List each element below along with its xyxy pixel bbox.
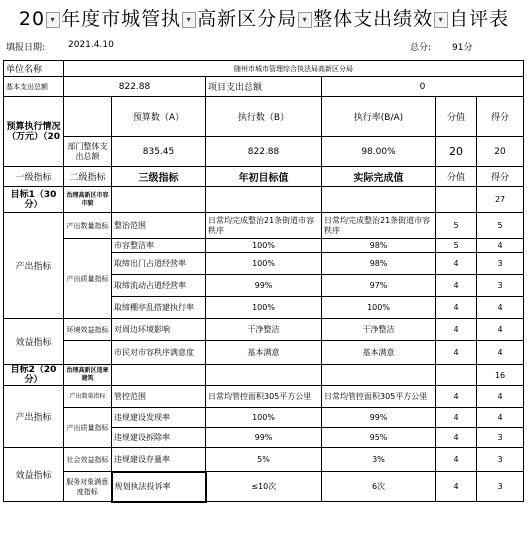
g1-qual-c3[interactable]: 市容整洁率	[112, 239, 206, 253]
g1-env-c4[interactable]: 干净整洁	[206, 319, 322, 341]
g1-qual-score[interactable]: 4	[436, 253, 477, 275]
g2-qual-got[interactable]: 3	[477, 428, 524, 448]
g1-qual-c3[interactable]: 取缔棚亭乱搭建执行率	[112, 297, 206, 319]
g2-soc-c5[interactable]: 3%	[322, 448, 436, 472]
g2-qual-c4[interactable]: 99%	[206, 428, 322, 448]
g2-qty-c5[interactable]: 日常均管控面积305平方公里	[322, 386, 436, 408]
date-label: 填报日期:	[6, 43, 46, 53]
g1-qual-c4[interactable]: 100%	[206, 239, 322, 253]
g2-soc-score[interactable]: 4	[436, 448, 477, 472]
dropdown-arrow-icon[interactable]: ▾	[298, 12, 312, 28]
g2-soc-label: 社会效益指标	[64, 448, 112, 472]
g1-qual-got[interactable]: 4	[477, 297, 524, 319]
goal1-desc: 治理高新区市容市貌	[64, 187, 112, 213]
g2-qual-c4[interactable]: 100%	[206, 408, 322, 428]
col-header-5: 实际完成值	[322, 167, 436, 187]
col-header-7: 得分	[477, 167, 524, 187]
dept-score[interactable]: 20	[436, 137, 477, 167]
g1-qual-got[interactable]: 4	[477, 239, 524, 253]
g1-qual-c3[interactable]: 取缔流动占道经营率	[112, 275, 206, 297]
g1-qual-c4[interactable]: 100%	[206, 253, 322, 275]
goal2-got[interactable]: 16	[477, 365, 524, 386]
g1-sat-got[interactable]: 4	[477, 341, 524, 365]
g2-soc-c3[interactable]: 违规建设存量率	[112, 448, 206, 472]
col-header-6: 分值	[436, 167, 477, 187]
g2-qty-label: 产出数量指标	[64, 386, 112, 408]
g1-output-label: 产出指标	[4, 213, 64, 319]
g1-qty-score[interactable]: 5	[436, 213, 477, 239]
evaluation-table	[3, 60, 524, 503]
g2-qty-got[interactable]: 4	[477, 386, 524, 408]
g2-svc-got[interactable]: 3	[477, 472, 524, 502]
g1-qual-c5[interactable]: 100%	[322, 297, 436, 319]
total-label: 总分:	[410, 43, 432, 53]
g2-qual-c5[interactable]: 95%	[322, 428, 436, 448]
report-date[interactable]: 2021.4.10	[68, 40, 114, 50]
g1-env-label: 环境效益指标	[64, 319, 112, 341]
g1-qty-label: 产出数量指标	[64, 213, 112, 239]
g1-qual-c5[interactable]: 98%	[322, 239, 436, 253]
header-exec: 执行数（B）	[206, 97, 322, 137]
g2-effect-label: 效益指标	[4, 448, 64, 502]
col-header-2: 二级指标	[64, 167, 112, 187]
dropdown-arrow-icon[interactable]: ▾	[182, 12, 196, 28]
header-budget: 预算数（A）	[112, 97, 206, 137]
g2-qty-score[interactable]: 4	[436, 386, 477, 408]
total-score[interactable]: 91分	[452, 43, 473, 53]
header-score: 分值	[436, 97, 477, 137]
col-header-4: 年初目标值	[206, 167, 322, 187]
g1-env-c5[interactable]: 干净整洁	[322, 319, 436, 341]
g2-svc-score[interactable]: 4	[436, 472, 477, 502]
g1-qty-c3[interactable]: 整治范围	[112, 213, 206, 239]
g2-qual-score[interactable]: 4	[436, 408, 477, 428]
dept-got[interactable]: 20	[477, 137, 524, 167]
g1-qual-score[interactable]: 4	[436, 297, 477, 319]
g2-qual-c3[interactable]: 违规建设发现率	[112, 408, 206, 428]
dropdown-arrow-icon[interactable]: ▾	[434, 12, 448, 28]
g1-qual-c3[interactable]: 取缔出门占道经营率	[112, 253, 206, 275]
col-header-3: 三级指标	[112, 167, 206, 187]
g2-output-label: 产出指标	[4, 386, 64, 448]
g2-qty-c4[interactable]: 日常均管控面积305平方公里	[206, 386, 322, 408]
g2-svc-c5[interactable]: 6次	[322, 472, 436, 502]
g1-qty-c4[interactable]: 日常均完成整治21条街道市容秩序	[206, 213, 322, 239]
dropdown-arrow-icon[interactable]: ▾	[46, 12, 60, 28]
proj-value[interactable]: 0	[322, 77, 524, 97]
g1-qual-score[interactable]: 4	[436, 275, 477, 297]
g2-qual-got[interactable]: 4	[477, 408, 524, 428]
g1-qual-c4[interactable]: 100%	[206, 297, 322, 319]
unit-name[interactable]: 随州市城市管理综合执法局高新区分局	[64, 61, 524, 77]
g1-env-got[interactable]: 4	[477, 319, 524, 341]
g1-qual-got[interactable]: 3	[477, 275, 524, 297]
g1-sat-c4[interactable]: 基本满意	[206, 341, 322, 365]
g2-qual-c5[interactable]: 99%	[322, 408, 436, 428]
g1-env-score[interactable]: 4	[436, 319, 477, 341]
g2-svc-label: 服务对象满意度指标	[64, 472, 112, 502]
header-rate: 执行率(B/A)	[322, 97, 436, 137]
g1-qual-c5[interactable]: 97%	[322, 275, 436, 297]
goal2-label: 目标2（20分）	[4, 365, 64, 386]
unit-label: 单位名称	[4, 61, 64, 77]
g1-sat-score[interactable]: 4	[436, 341, 477, 365]
g1-effect-label: 效益指标	[4, 319, 64, 365]
g1-sat-c3[interactable]: 市民对市容秩序满意度	[112, 341, 206, 365]
dept-rate[interactable]: 98.00%	[322, 137, 436, 167]
col-header-1: 一级指标	[4, 167, 64, 187]
g1-qual-c4[interactable]: 99%	[206, 275, 322, 297]
basic-label: 基本支出总额	[4, 77, 64, 97]
g1-qual-got[interactable]: 3	[477, 253, 524, 275]
g2-soc-c4[interactable]: 5%	[206, 448, 322, 472]
g2-qual-c3[interactable]: 违规建设拆除率	[112, 428, 206, 448]
budget-label: 预算执行情况（万元）（20	[4, 97, 64, 167]
g1-env-c3[interactable]: 对周边环境影响	[112, 319, 206, 341]
g1-qual-score[interactable]: 5	[436, 239, 477, 253]
g1-sat-c5[interactable]: 基本满意	[322, 341, 436, 365]
meta-row	[0, 36, 528, 56]
basic-value[interactable]: 822.88	[64, 77, 206, 97]
page-title: 20 ▾ 年度市城管执 ▾ 高新区分局 ▾ 整体支出绩效 ▾ 自评表	[18, 8, 510, 30]
proj-label: 项目支出总额	[206, 77, 322, 97]
g2-qty-c3[interactable]: 管控范围	[112, 386, 206, 408]
dept-budget[interactable]: 835.45	[112, 137, 206, 167]
g1-qty-got[interactable]: 5	[477, 213, 524, 239]
g2-soc-got[interactable]: 3	[477, 448, 524, 472]
dept-label: 部门整体支出总额	[64, 137, 112, 167]
goal1-got[interactable]: 27	[477, 187, 524, 213]
g1-qual-label: 产出质量指标	[64, 239, 112, 319]
g2-qual-label: 产出质量指标	[64, 408, 112, 448]
dept-exec[interactable]: 822.88	[206, 137, 322, 167]
goal2-desc: 治理高新区违章建筑	[64, 365, 112, 386]
g1-qty-c5[interactable]: 日常均完成整治21条街道市容秩序	[322, 213, 436, 239]
g2-svc-c3[interactable]: 规划执法投诉率	[112, 472, 206, 502]
g2-qual-score[interactable]: 4	[436, 428, 477, 448]
goal1-label: 目标1（30分）	[4, 187, 64, 213]
header-got: 得分	[477, 97, 524, 137]
g2-svc-c4[interactable]: ≤10次	[206, 472, 322, 502]
g1-qual-c5[interactable]: 98%	[322, 253, 436, 275]
